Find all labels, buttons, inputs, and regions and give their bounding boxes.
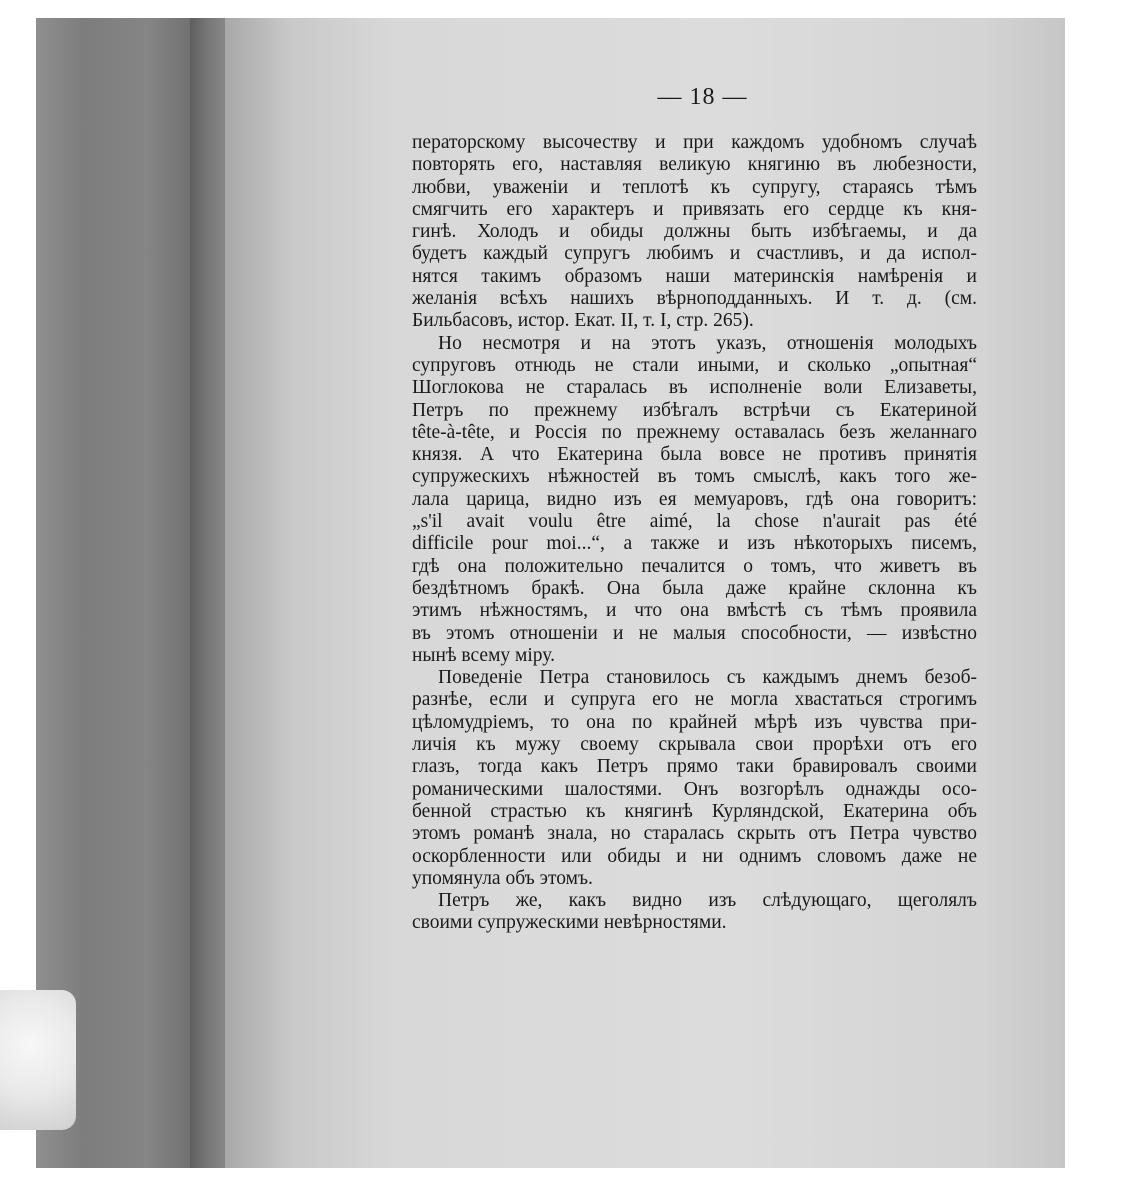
text-line: повторять его, наставляя великую княгиню въ любезности, (412, 154, 977, 176)
text-line: Петръ же, какъ видно изъ слѣдующаго, щеголялъ (438, 890, 977, 912)
text-line: ператорскому высочеству и при каждомъ удобномъ случаѣ (412, 132, 977, 153)
text-line: князя. А что Екатерина была вовсе не противъ принятія (412, 444, 977, 466)
text-line: бенной страстью къ княгинѣ Курляндской, Екатерина объ (412, 800, 977, 822)
text-line: личія къ мужу своему скрывала свои прорѣхи отъ его (412, 734, 977, 756)
text-line: difficile pour moi...“, а также и изъ нѣкоторыхъ писемъ, (412, 533, 977, 555)
text-line: гинѣ. Холодъ и обиды должны быть избѣгаемы, и да (412, 221, 977, 243)
text-line: лала царица, видно изъ ея мемуаровъ, гдѣ она говоритъ: (412, 488, 977, 510)
page-number: — 18 — (657, 84, 748, 110)
text-line: „s'il avait voulu être aimé, la chose n'aurait pas été (412, 511, 977, 533)
text-line: смягчить его характеръ и привязать его сердце къ кня- (412, 198, 977, 220)
text-line: будетъ каждый супругъ любимъ и счастливъ, и да испол- (412, 243, 977, 265)
text-line: оскорбленности или обиды и ни однимъ словомъ даже не (412, 845, 977, 867)
text-line: супруговъ отнюдь не стали иными, и сколько „опытная“ (412, 354, 977, 376)
body-text (412, 132, 977, 935)
text-line: разнѣе, если и супруга его не могла хвастаться строгимъ (412, 689, 977, 711)
paragraph-1 (412, 132, 977, 333)
text-line: бездѣтномъ бракѣ. Она была даже крайне склонна къ (412, 577, 977, 599)
text-line: этимъ нѣжностямъ, и что она вмѣстѣ съ тѣмъ проявила (412, 600, 977, 622)
paragraph-2 (412, 333, 977, 667)
text-line: Но несмотря и на этотъ указъ, отношенія молодыхъ (438, 332, 977, 354)
text-line: въ этомъ отношеніи и не малыя способности, — извѣстно (412, 622, 977, 644)
text-line: Поведеніе Петра становилось съ каждымъ днемъ безоб- (438, 667, 977, 689)
text-line: Петръ по прежнему избѣгалъ встрѣчи съ Екатериной (412, 399, 977, 421)
text-line: Шоглокова не старалась въ исполненіе воли Елизаветы, (412, 377, 977, 399)
paragraph-3 (412, 667, 977, 890)
text-line: нынѣ всему міру. (412, 644, 555, 666)
text-line: цѣломудріемъ, то она по крайней мѣрѣ изъ чувства при- (412, 711, 977, 733)
text-line: Бильбасовъ, истор. Екат. II, т. I, стр. 265). (412, 310, 754, 332)
paragraph-4 (412, 890, 977, 935)
text-line: нятся такимъ образомъ наши материнскія намѣренія и (412, 265, 977, 287)
library-label-sticker (0, 990, 76, 1130)
text-line: романическими шалостями. Онъ возгорѣлъ однажды осо- (412, 778, 977, 800)
text-line: супружескихъ нѣжностей въ томъ смыслѣ, какъ того же- (412, 466, 977, 488)
text-line: глазъ, тогда какъ Петръ прямо таки бравировалъ своими (412, 756, 977, 778)
text-line: своими супружескими невѣрностями. (412, 912, 727, 934)
text-line: упомянула объ этомъ. (412, 867, 593, 889)
text-line: этомъ романѣ знала, но старалась скрыть отъ Петра чувство (412, 823, 977, 845)
text-line: желанія всѣхъ нашихъ вѣрноподданныхъ. И т. д. (см. (412, 288, 977, 310)
text-line: tête-à-tête, и Россія по прежнему оставалась безъ желаннаго (412, 421, 977, 443)
text-line: любви, уваженіи и теплотѣ къ супругу, стараясь тѣмъ (412, 176, 977, 198)
text-line: гдѣ она положительно печалится о томъ, что живетъ въ (412, 555, 977, 577)
